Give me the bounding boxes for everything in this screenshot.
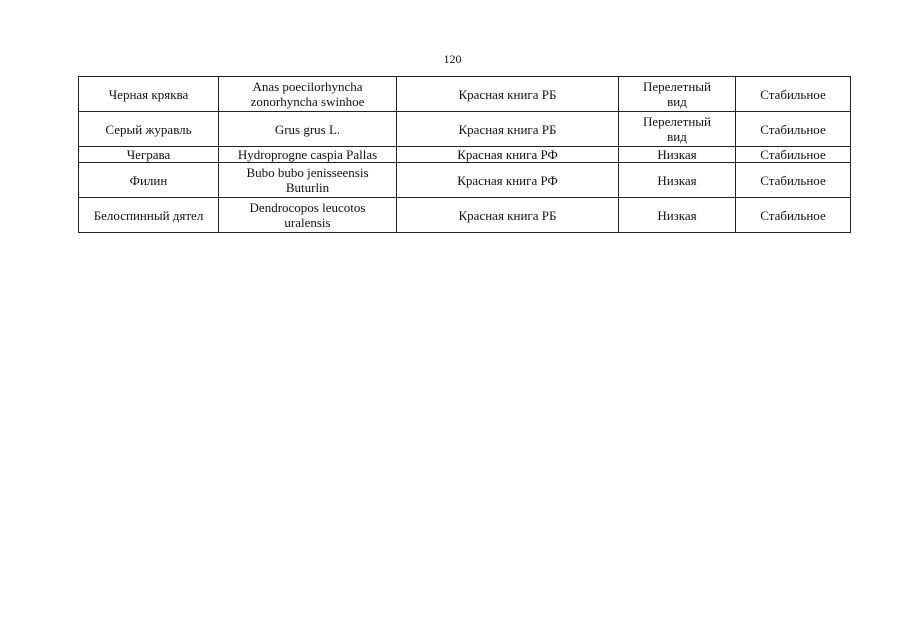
table-row <box>79 77 851 112</box>
species-common-name: Серый журавль <box>79 112 219 147</box>
conservation-status: Красная книга РФ <box>397 147 619 163</box>
species-type: Перелетный вид <box>619 112 736 147</box>
population-trend: Стабильное <box>736 198 851 233</box>
species-type: Низкая <box>619 163 736 198</box>
species-common-name: Белоспинный дятел <box>79 198 219 233</box>
species-type: Низкая <box>619 198 736 233</box>
population-trend: Стабильное <box>736 147 851 163</box>
species-latin-name: Dendrocopos leucotos uralensis <box>219 198 397 233</box>
population-trend: Стабильное <box>736 112 851 147</box>
species-latin-name: Bubo bubo jenisseensis Buturlin <box>219 163 397 198</box>
species-table <box>78 76 851 233</box>
species-common-name: Чеграва <box>79 147 219 163</box>
conservation-status: Красная книга РБ <box>397 198 619 233</box>
species-common-name: Филин <box>79 163 219 198</box>
population-trend: Стабильное <box>736 163 851 198</box>
conservation-status: Красная книга РБ <box>397 112 619 147</box>
table-row <box>79 112 851 147</box>
table-row <box>79 163 851 198</box>
conservation-status: Красная книга РБ <box>397 77 619 112</box>
species-latin-name: Hydroprogne caspia Pallas <box>219 147 397 163</box>
species-type: Перелетный вид <box>619 77 736 112</box>
page-number: 120 <box>443 52 462 66</box>
species-type: Низкая <box>619 147 736 163</box>
table-row <box>79 198 851 233</box>
conservation-status: Красная книга РФ <box>397 163 619 198</box>
population-trend: Стабильное <box>736 77 851 112</box>
species-latin-name: Anas poecilorhyncha zonorhyncha swinhoe <box>219 77 397 112</box>
species-latin-name: Grus grus L. <box>219 112 397 147</box>
table-row <box>79 147 851 163</box>
species-common-name: Черная кряква <box>79 77 219 112</box>
